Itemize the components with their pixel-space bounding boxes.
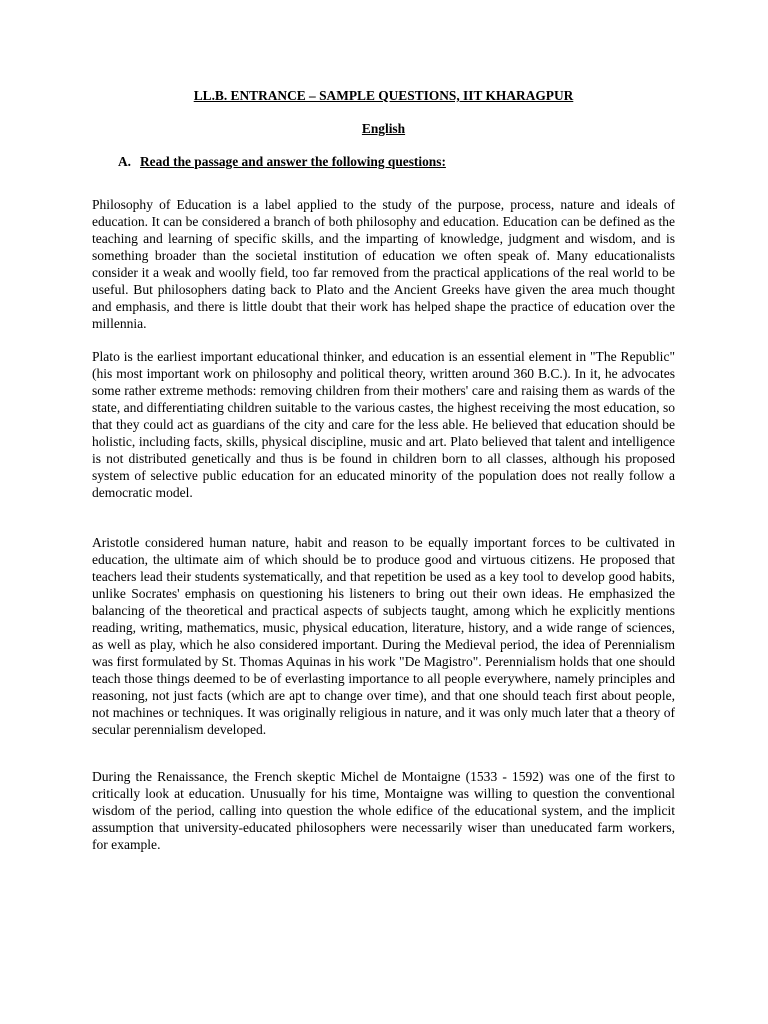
- passage-paragraph-2: Plato is the earliest important educational thinker, and education is an essential element in "The Republic" (his most important work on philosophy and political theory, written around 360 B.C.). In it, he advocates some rather extreme methods: removing children from their mothers' care and raising them as wards of the state, and differentiating children suitable to the various castes, the highest receiving the most education, so that they could act as guardians of the city and care for the less able. He believed that education should be holistic, including facts, skills, physical discipline, music and art. Plato believed that talent and intelligence is not distributed genetically and thus is be found in children born to all classes, although his proposed system of selective public education for an educated minority of the population does not really follow a democratic model.: [92, 349, 675, 500]
- passage-paragraph-3: Aristotle considered human nature, habit and reason to be equally important forces to be cultivated in education, the ultimate aim of which should be to produce good and virtuous citizens. He proposed that teachers lead their students systematically, and that repetition be used as a key tool to develop good habits, unlike Socrates' emphasis on questioning his listeners to bring out their own ideas. He emphasized the balancing of the theoretical and practical aspects of subjects taught, among which he explicitly mentions reading, writing, mathematics, music, physical education, literature, history, and a wide range of sciences, as well as play, which he also considered important. During the Medieval period, the idea of Perennialism was first formulated by St. Thomas Aquinas in his work "De Magistro". Perennialism holds that one should teach those things deemed to be of everlasting importance to all people everywhere, namely principles and reasoning, not just facts (which are apt to change over time), and that one should teach first about people, not machines or techniques. It was originally religious in nature, and it was only much later that a theory of secular perennialism developed.: [92, 535, 675, 737]
- section-title-english: English: [361, 121, 406, 136]
- document-title: LL.B. ENTRANCE – SAMPLE QUESTIONS, IIT KHARAGPUR: [193, 88, 574, 103]
- instruction-a: [118, 154, 446, 170]
- passage-paragraph-4: During the Renaissance, the French skeptic Michel de Montaigne (1533 - 1592) was one of the first to critically look at education. Unusually for his time, Montaigne was willing to question the conventional wisdom of the period, calling into question the whole edifice of the educational system, and the implicit assumption that university-educated philosophers were necessarily wiser than uneducated farm workers, for example.: [92, 769, 675, 852]
- passage-paragraph-1: Philosophy of Education is a label applied to the study of the purpose, process, nature and ideals of education. It can be considered a branch of both philosophy and education. Education can be defined as the teaching and learning of specific skills, and the imparting of knowledge, judgment and wisdom, and is something broader than the societal institution of education we often speak of. Many educationalists consider it a weak and woolly field, too far removed from the practical applications of the real world to be useful. But philosophers dating back to Plato and the Ancient Greeks have given the area much thought and emphasis, and there is little doubt that their work has helped shape the practice of education over the millennia.: [92, 197, 675, 331]
- instruction-marker: A.: [118, 154, 132, 169]
- instruction-text: Read the passage and answer the following questions:: [140, 154, 446, 169]
